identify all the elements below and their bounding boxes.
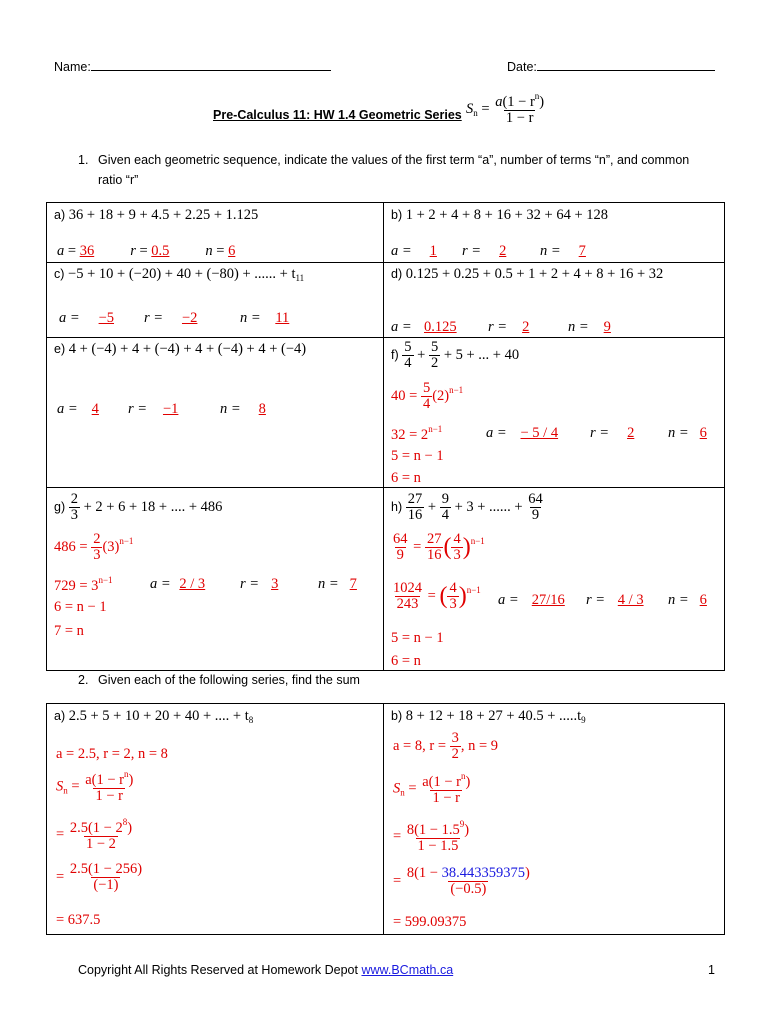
q1f-answer: a = − 5 / 4 — [486, 425, 559, 441]
q1d-problem: d) 0.125 + 0.25 + 0.5 + 1 + 2 + 4 + 8 + 16 + 32 — [391, 266, 664, 282]
q1h-work-3: 5 = n − 1 — [391, 630, 444, 646]
q2-table — [46, 703, 725, 935]
q1h-work-1: $\frac{64}{9}$ = $\frac{27}{16}$ ( $\frac{4}{3}$ )$^{n-1}$ — [393, 531, 485, 564]
q1h-work-4: 6 = n — [391, 653, 421, 669]
q2-text: Given each of the following series, find the sum — [98, 673, 360, 687]
page-number: 1 — [708, 963, 715, 977]
date-label: Date: — [507, 58, 715, 74]
q1f-work-2: $32 = 2^{n-1}$ — [391, 424, 443, 443]
q1g-work-3: 6 = n − 1 — [54, 599, 107, 615]
q2b-work-3: = $\frac{8(1 - 1.5^9)}{1 - 1.5}$ — [393, 819, 470, 855]
q1-text-line1: Given each geometric sequence, indicate the values of the first term “a”, number of terms “n”, and common — [98, 153, 690, 167]
q1f-work-3: 5 = n − 1 — [391, 448, 444, 464]
q1-divider — [383, 202, 384, 670]
q1-number: 1. — [78, 153, 89, 167]
q2a-work-1: a = 2.5, r = 2, n = 8 — [56, 746, 168, 762]
q1g-work-2: $729 = 3^{n-1}$ — [54, 575, 113, 594]
q1b-problem: b) 1 + 2 + 4 + 8 + 16 + 32 + 64 + 128 — [391, 207, 608, 223]
q2-number: 2. — [78, 673, 89, 687]
q1a-problem: a) 36 + 18 + 9 + 4.5 + 2.25 + 1.125 — [54, 207, 259, 223]
q2a-problem: a) 2.5 + 5 + 10 + 20 + 40 + .... + $t_8$ — [54, 708, 254, 725]
q2-divider — [383, 703, 384, 934]
q1g-work-4: 7 = n — [54, 623, 84, 639]
q1b-answer: a = 1 — [391, 243, 437, 259]
name-field[interactable] — [91, 58, 331, 71]
q2b-problem: b) $8 + 12 + 18 + 27 + 40.5 + .....t_9$ — [391, 708, 586, 725]
name-label: Name: — [54, 58, 331, 74]
sum-formula: $S_n$ = $\frac{a(1 - r^n)}{1 - r}$ — [466, 91, 545, 127]
q1h-answer: a = 27/16 — [498, 592, 565, 608]
q1h-work-2: $\frac{1024}{243}$ = ( $\frac{4}{3}$ )$^{n-1}$ — [393, 580, 481, 613]
q2b-work-1: a = 8, r = $\frac{3}{2}$ , n = 9 — [393, 730, 499, 763]
q2b-result: = 599.09375 — [393, 914, 467, 930]
q1-text-line2: ratio “r” — [98, 173, 139, 187]
q1c-answer: a = −5 — [59, 310, 115, 326]
page-title: Pre-Calculus 11: HW 1.4 Geometric Series — [213, 108, 462, 122]
q2a-work-2: $S_n$ = $\frac{a(1 - r^n)}{1 - r}$ — [56, 769, 134, 805]
q1f-problem: f) $\frac{5}{4}$ + $\frac{5}{2}$ + 5 + ... + 40 — [391, 339, 520, 372]
q1c-problem: c) −5 + 10 + (−20) + 40 + (−80) + ...... + $t_{11}$ — [54, 266, 305, 283]
bcmath-link[interactable]: www.BCmath.ca — [361, 963, 454, 977]
q1f-work-1: 40 = $\frac{5}{4}$ $(2)^{n-1}$ — [391, 380, 464, 413]
date-field[interactable] — [537, 58, 715, 71]
q1g-work-1: 486 = $\frac{2}{3}$ $(3)^{n-1}$ — [54, 531, 134, 564]
q2a-result: = 637.5 — [56, 912, 101, 928]
q2a-work-4: = $\frac{2.5(1 - 256)}{(-1)}$ — [56, 861, 143, 894]
q1e-answer: a = 4 — [57, 401, 99, 417]
q1d-answer: a = 0.125 — [391, 319, 457, 335]
q1g-problem: g) $\frac{2}{3}$ + 2 + 6 + 18 + .... + 486 — [54, 491, 223, 524]
footer-copyright: Copyright All Rights Reserved at Homework Depot www.BCmath.ca — [78, 963, 454, 977]
q2b-work-4: = $\frac{8(1 - 38.443359375)}{(-0.5)}$ — [393, 865, 530, 898]
q1g-answer: a = 2 / 3 — [150, 576, 206, 592]
q1h-problem: h) $\frac{27}{16}$ + $\frac{9}{4}$ + 3 + ...... + $\frac{64}{9}$ — [391, 491, 543, 524]
q1a-answer: a = 36 r = 0.5 n = 6 — [57, 243, 236, 259]
q1e-problem: e) 4 + (−4) + 4 + (−4) + 4 + (−4) + 4 + (−4) — [54, 341, 307, 357]
q1f-work-4: 6 = n — [391, 470, 421, 486]
q2b-work-2: $S_n$ = $\frac{a(1 - r^n)}{1 - r}$ — [393, 771, 471, 807]
q2a-work-3: = $\frac{2.5(1 - 2^8)}{1 - 2}$ — [56, 817, 133, 853]
